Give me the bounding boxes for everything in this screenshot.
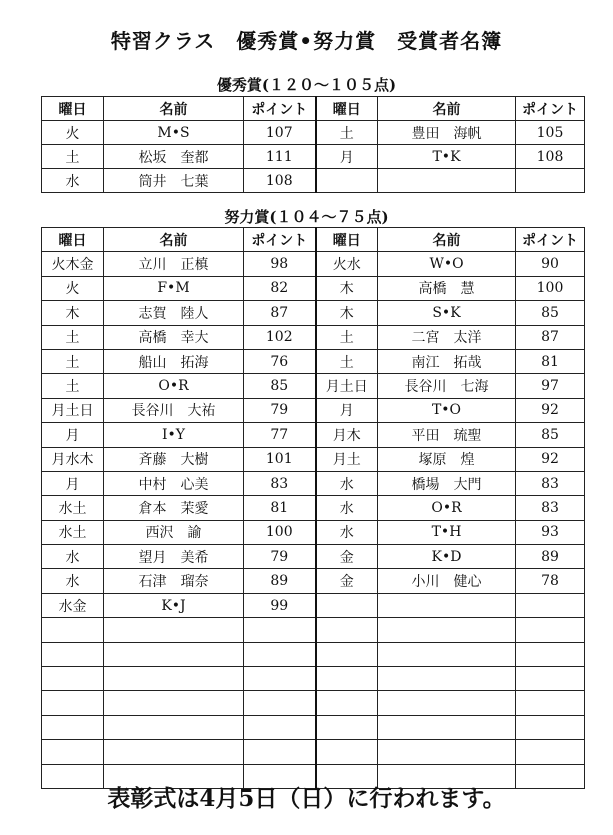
column-header-points: ポイント	[244, 97, 316, 121]
day-cell	[42, 740, 104, 764]
points-cell: 105	[516, 121, 585, 145]
day-cell: 月木	[316, 423, 378, 447]
day-cell: 火水	[316, 252, 378, 276]
points-cell: 89	[244, 569, 316, 593]
name-cell: 斉藤 大樹	[104, 447, 244, 471]
name-cell: 南江 拓哉	[378, 349, 516, 373]
table-row	[42, 520, 585, 544]
day-cell	[316, 691, 378, 715]
day-cell: 月土	[316, 447, 378, 471]
name-cell: 倉本 茉愛	[104, 496, 244, 520]
name-cell	[104, 618, 244, 642]
table-header-row	[42, 97, 585, 121]
day-cell: 木	[316, 276, 378, 300]
day-cell: 土	[42, 145, 104, 169]
name-cell: 橋場 大門	[378, 471, 516, 495]
table-row	[42, 423, 585, 447]
table-row	[42, 569, 585, 593]
table-row	[42, 447, 585, 471]
name-cell	[104, 667, 244, 691]
points-cell: 79	[244, 398, 316, 422]
points-cell: 98	[244, 252, 316, 276]
table-row	[42, 545, 585, 569]
day-cell: 月土日	[316, 374, 378, 398]
table-row	[42, 398, 585, 422]
day-cell: 水	[316, 496, 378, 520]
day-cell	[316, 642, 378, 666]
name-cell: 西沢 諭	[104, 520, 244, 544]
day-cell: 土	[316, 349, 378, 373]
points-cell: 83	[244, 471, 316, 495]
name-cell	[378, 169, 516, 193]
column-header-points: ポイント	[516, 97, 585, 121]
day-cell: 水土	[42, 520, 104, 544]
name-cell: 立川 正槙	[104, 252, 244, 276]
points-cell: 93	[516, 520, 585, 544]
points-cell	[244, 642, 316, 666]
table-row	[42, 145, 585, 169]
table-row	[42, 715, 585, 739]
name-cell	[104, 740, 244, 764]
day-cell	[42, 618, 104, 642]
table-row	[42, 121, 585, 145]
table-row	[42, 374, 585, 398]
points-cell: 111	[244, 145, 316, 169]
table-row	[42, 496, 585, 520]
day-cell: 土	[42, 374, 104, 398]
points-cell: 97	[516, 374, 585, 398]
table-row	[42, 169, 585, 193]
name-cell	[378, 618, 516, 642]
points-cell: 85	[516, 301, 585, 325]
name-cell	[378, 593, 516, 617]
table-row	[42, 618, 585, 642]
day-cell: 水	[42, 545, 104, 569]
day-cell: 土	[316, 121, 378, 145]
points-cell: 100	[244, 520, 316, 544]
points-cell	[516, 593, 585, 617]
day-cell: 水	[42, 569, 104, 593]
day-cell	[316, 740, 378, 764]
day-cell	[316, 593, 378, 617]
points-cell	[516, 618, 585, 642]
name-cell: 船山 拓海	[104, 349, 244, 373]
points-cell: 83	[516, 496, 585, 520]
column-header-name: 名前	[104, 97, 244, 121]
name-cell: I•Y	[104, 423, 244, 447]
points-cell	[516, 691, 585, 715]
column-header-points: ポイント	[244, 228, 316, 252]
day-cell	[316, 169, 378, 193]
day-cell: 月	[316, 398, 378, 422]
name-cell: O•R	[104, 374, 244, 398]
points-cell: 99	[244, 593, 316, 617]
points-cell: 77	[244, 423, 316, 447]
points-cell: 90	[516, 252, 585, 276]
name-cell: 小川 健心	[378, 569, 516, 593]
day-cell: 水土	[42, 496, 104, 520]
name-cell: W•O	[378, 252, 516, 276]
table-row	[42, 276, 585, 300]
name-cell	[104, 715, 244, 739]
name-cell: M•S	[104, 121, 244, 145]
points-cell: 85	[244, 374, 316, 398]
day-cell: 月	[42, 471, 104, 495]
name-cell: K•J	[104, 593, 244, 617]
name-cell	[378, 740, 516, 764]
table-row	[42, 325, 585, 349]
day-cell: 月	[316, 145, 378, 169]
table-row	[42, 667, 585, 691]
points-cell: 76	[244, 349, 316, 373]
points-cell	[516, 715, 585, 739]
page-title: 特習クラス 優秀賞•努力賞 受賞者名簿	[110, 29, 503, 53]
day-cell: 月	[42, 423, 104, 447]
points-cell	[244, 667, 316, 691]
column-header-name: 名前	[378, 97, 516, 121]
name-cell	[378, 691, 516, 715]
table-row	[42, 252, 585, 276]
day-cell: 水金	[42, 593, 104, 617]
name-cell: K•D	[378, 545, 516, 569]
points-cell: 89	[516, 545, 585, 569]
table-row	[42, 691, 585, 715]
name-cell: S•K	[378, 301, 516, 325]
name-cell: 松坂 奎都	[104, 145, 244, 169]
name-cell	[378, 642, 516, 666]
day-cell: 金	[316, 545, 378, 569]
name-cell: 豊田 海帆	[378, 121, 516, 145]
points-cell: 79	[244, 545, 316, 569]
points-cell: 100	[516, 276, 585, 300]
day-cell: 土	[316, 325, 378, 349]
points-cell: 81	[244, 496, 316, 520]
name-cell: 石津 瑠奈	[104, 569, 244, 593]
name-cell: 長谷川 七海	[378, 374, 516, 398]
table-row	[42, 593, 585, 617]
day-cell: 金	[316, 569, 378, 593]
effort-award-title: 努力賞(１０４～７５点)	[224, 208, 389, 226]
points-cell	[516, 642, 585, 666]
day-cell: 木	[316, 301, 378, 325]
column-header-day: 曜日	[42, 228, 104, 252]
points-cell	[244, 715, 316, 739]
column-header-day: 曜日	[316, 228, 378, 252]
name-cell: T•K	[378, 145, 516, 169]
name-cell	[378, 715, 516, 739]
points-cell: 87	[244, 301, 316, 325]
name-cell: 高橋 慧	[378, 276, 516, 300]
name-cell	[378, 667, 516, 691]
name-cell: 塚原 煌	[378, 447, 516, 471]
name-cell: 筒井 七葉	[104, 169, 244, 193]
points-cell	[244, 740, 316, 764]
day-cell: 土	[42, 325, 104, 349]
column-header-name: 名前	[378, 228, 516, 252]
points-cell	[516, 667, 585, 691]
effort-award-table	[41, 227, 585, 789]
table-row	[42, 349, 585, 373]
day-cell	[42, 667, 104, 691]
points-cell: 87	[516, 325, 585, 349]
points-cell: 108	[244, 169, 316, 193]
name-cell: T•O	[378, 398, 516, 422]
day-cell	[42, 642, 104, 666]
column-header-points: ポイント	[516, 228, 585, 252]
points-cell: 92	[516, 447, 585, 471]
day-cell: 水	[42, 169, 104, 193]
ceremony-notice: 表彰式は4月5日（日）に行われます。	[107, 785, 506, 812]
day-cell	[316, 715, 378, 739]
day-cell: 水	[316, 471, 378, 495]
excellence-award-table	[41, 96, 585, 193]
column-header-day: 曜日	[316, 97, 378, 121]
column-header-day: 曜日	[42, 97, 104, 121]
column-header-name: 名前	[104, 228, 244, 252]
day-cell: 火	[42, 276, 104, 300]
points-cell: 85	[516, 423, 585, 447]
day-cell: 水	[316, 520, 378, 544]
name-cell: T•H	[378, 520, 516, 544]
name-cell: 志賀 陸人	[104, 301, 244, 325]
points-cell	[516, 740, 585, 764]
name-cell	[104, 691, 244, 715]
day-cell	[316, 667, 378, 691]
day-cell: 木	[42, 301, 104, 325]
name-cell	[104, 642, 244, 666]
name-cell: 平田 琉聖	[378, 423, 516, 447]
points-cell: 101	[244, 447, 316, 471]
day-cell	[42, 691, 104, 715]
points-cell: 107	[244, 121, 316, 145]
table-row	[42, 740, 585, 764]
day-cell: 月水木	[42, 447, 104, 471]
name-cell: O•R	[378, 496, 516, 520]
day-cell	[42, 715, 104, 739]
table-row	[42, 471, 585, 495]
points-cell	[244, 618, 316, 642]
points-cell: 108	[516, 145, 585, 169]
name-cell: 中村 心美	[104, 471, 244, 495]
points-cell: 82	[244, 276, 316, 300]
name-cell: 望月 美希	[104, 545, 244, 569]
day-cell: 火木金	[42, 252, 104, 276]
name-cell: F•M	[104, 276, 244, 300]
table-row	[42, 301, 585, 325]
points-cell	[244, 691, 316, 715]
points-cell: 83	[516, 471, 585, 495]
table-row	[42, 642, 585, 666]
points-cell: 92	[516, 398, 585, 422]
day-cell	[316, 618, 378, 642]
table-header-row	[42, 228, 585, 252]
name-cell: 長谷川 大祐	[104, 398, 244, 422]
day-cell: 月土日	[42, 398, 104, 422]
day-cell: 土	[42, 349, 104, 373]
excellence-award-title: 優秀賞(１２０～１０５点)	[216, 76, 397, 94]
points-cell: 81	[516, 349, 585, 373]
name-cell: 高橋 幸大	[104, 325, 244, 349]
day-cell: 火	[42, 121, 104, 145]
points-cell: 102	[244, 325, 316, 349]
points-cell	[516, 169, 585, 193]
name-cell: 二宮 太洋	[378, 325, 516, 349]
points-cell: 78	[516, 569, 585, 593]
